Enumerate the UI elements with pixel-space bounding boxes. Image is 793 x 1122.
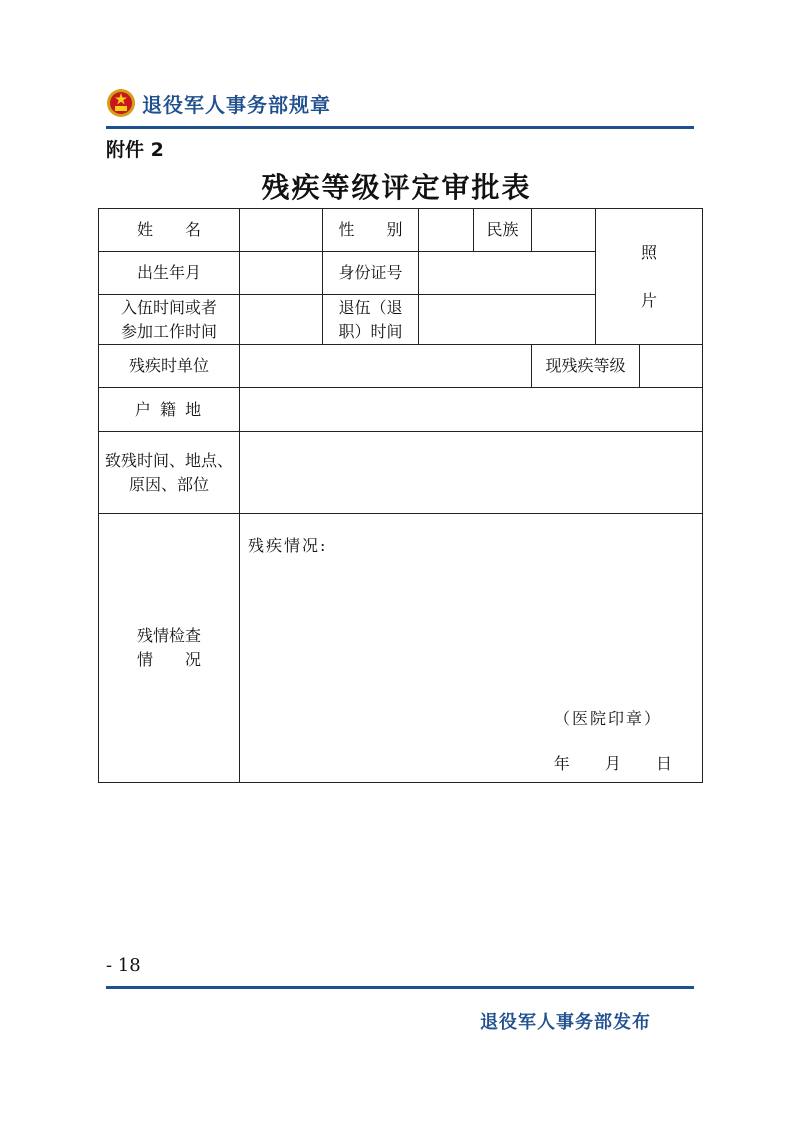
grade-field[interactable] [640, 345, 703, 388]
header-title: 退役军人事务部规章 [142, 92, 331, 117]
ethnicity-label: 民族 [474, 209, 532, 252]
birth-label: 出生年月 [99, 252, 240, 295]
unit-field[interactable] [240, 345, 532, 388]
assessment-form-table [98, 208, 703, 783]
hospital-seal-label: （医院印章） [554, 709, 663, 728]
birth-field[interactable] [240, 252, 323, 295]
cause-label-line2: 原因、部位 [128, 474, 209, 494]
residence-field[interactable] [240, 388, 703, 432]
page-header [106, 86, 331, 120]
id-label: 身份证号 [323, 252, 419, 295]
name-label: 姓 名 [99, 209, 240, 252]
enlist-label [99, 295, 240, 345]
exam-label [99, 514, 240, 783]
header-divider [106, 126, 694, 129]
retire-field[interactable] [419, 295, 596, 345]
footer-publisher: 退役军人事务部发布 [480, 1012, 651, 1033]
ethnicity-field[interactable] [532, 209, 596, 252]
enlist-label-line1: 入伍时间或者 [120, 297, 217, 317]
enlist-label-line2: 参加工作时间 [120, 321, 217, 341]
photo-label-top: 照 [641, 242, 658, 262]
retire-label [323, 295, 419, 345]
exam-label-line2: 情 况 [136, 650, 201, 669]
cause-label [99, 432, 240, 514]
document-title: 残疾等级评定审批表 [261, 171, 532, 204]
photo-label-bottom: 片 [641, 290, 658, 310]
gender-field[interactable] [419, 209, 474, 252]
enlist-field[interactable] [240, 295, 323, 345]
date-day: 日 [656, 754, 673, 773]
cause-field[interactable] [240, 432, 703, 514]
exam-field[interactable] [240, 514, 703, 783]
date-year: 年 [553, 754, 570, 773]
retire-label-line2: 职）时间 [338, 321, 403, 341]
id-field[interactable] [419, 252, 596, 295]
national-emblem-icon [106, 88, 136, 118]
retire-label-line1: 退伍（退 [338, 297, 403, 317]
page-number: - 18 [106, 955, 141, 976]
name-field[interactable] [240, 209, 323, 252]
cause-label-line1: 致残时间、地点、 [104, 450, 233, 470]
exam-content-label: 残疾情况: [248, 536, 328, 555]
footer-divider [106, 986, 694, 989]
photo-box[interactable] [596, 209, 703, 345]
date-month: 月 [604, 754, 621, 773]
attachment-label: 附件 2 [106, 139, 164, 161]
residence-label: 户 籍 地 [99, 388, 240, 432]
grade-label: 现残疾等级 [532, 345, 640, 388]
gender-label: 性 别 [323, 209, 419, 252]
date-line [524, 752, 672, 776]
exam-label-line1: 残情检查 [136, 626, 201, 645]
unit-label: 残疾时单位 [99, 345, 240, 388]
